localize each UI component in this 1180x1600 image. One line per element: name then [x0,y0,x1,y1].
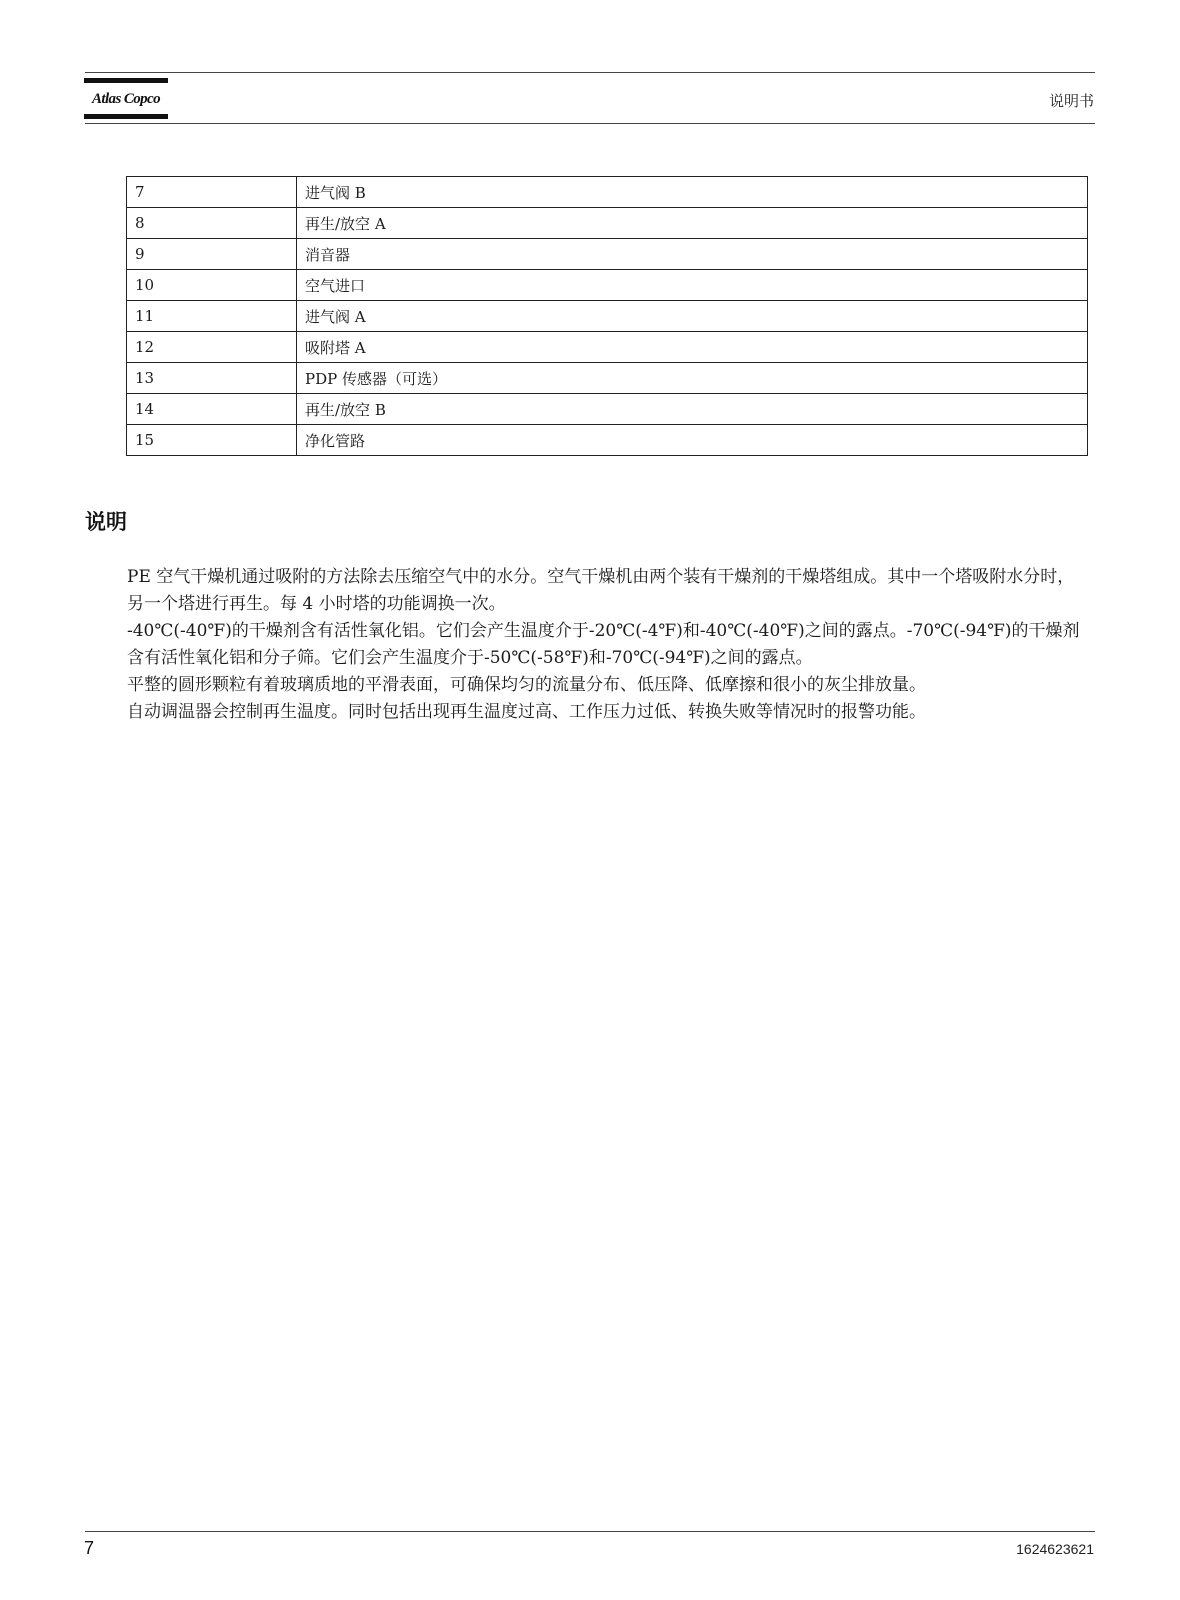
section-title: 说明 [85,510,127,534]
table-row [127,394,1088,425]
footer-rule [85,1531,1095,1532]
logo-wordmark: Atlas Copco [92,91,160,107]
table-row [127,208,1088,239]
part-name: PDP 传感器（可选） [297,363,1088,394]
part-number: 10 [127,270,297,301]
logo-bar-top [84,78,168,83]
table-row [127,239,1088,270]
page-number: 7 [84,1538,95,1558]
part-number: 14 [127,394,297,425]
paragraph: PE 空气干燥机通过吸附的方法除去压缩空气中的水分。空气干燥机由两个装有干燥剂的干燥塔组成。其中一个塔吸附水分时，另一个塔进行再生。每 4 小时塔的功能调换一次。 [127,567,1075,614]
part-number: 11 [127,301,297,332]
paragraph: -40℃(-40℉)的干燥剂含有活性氧化铝。它们会产生温度介于-20℃(-4℉)和-40℃(-40℉)之间的露点。-70℃(-94℉)的干燥剂含有活性氧化铝和分子筛。它们会产生温度介于-50℃(-58℉)和-70℃(-94℉)之间的露点。 [127,621,1080,668]
table-row [127,301,1088,332]
part-number: 7 [127,177,297,208]
part-name: 消音器 [297,239,1088,270]
part-name: 再生/放空 A [297,208,1088,239]
part-name: 净化管路 [297,425,1088,456]
atlas-copco-logo [84,78,168,119]
parts-table [126,176,1088,456]
part-number: 15 [127,425,297,456]
table-row [127,177,1088,208]
description-body [127,564,1085,726]
logo-bar-bottom [84,114,168,119]
part-number: 8 [127,208,297,239]
part-number: 9 [127,239,297,270]
table-row [127,363,1088,394]
table-row [127,332,1088,363]
paragraph: 平整的圆形颗粒有着玻璃质地的平滑表面，可确保均匀的流量分布、低压降、低摩擦和很小的灰尘排放量。 [127,675,926,695]
header-rule-bottom [85,123,1095,124]
table-row [127,270,1088,301]
part-name: 空气进口 [297,270,1088,301]
part-name: 进气阀 B [297,177,1088,208]
document-type-label: 说明书 [1048,92,1094,110]
part-number: 12 [127,332,297,363]
paragraph: 自动调温器会控制再生温度。同时包括出现再生温度过高、工作压力过低、转换失败等情况时的报警功能。 [127,702,926,722]
document-number: 1624623621 [1016,1541,1094,1557]
part-name: 进气阀 A [297,301,1088,332]
header-rule-top [85,72,1095,73]
part-name: 吸附塔 A [297,332,1088,363]
part-name: 再生/放空 B [297,394,1088,425]
table-row [127,425,1088,456]
part-number: 13 [127,363,297,394]
